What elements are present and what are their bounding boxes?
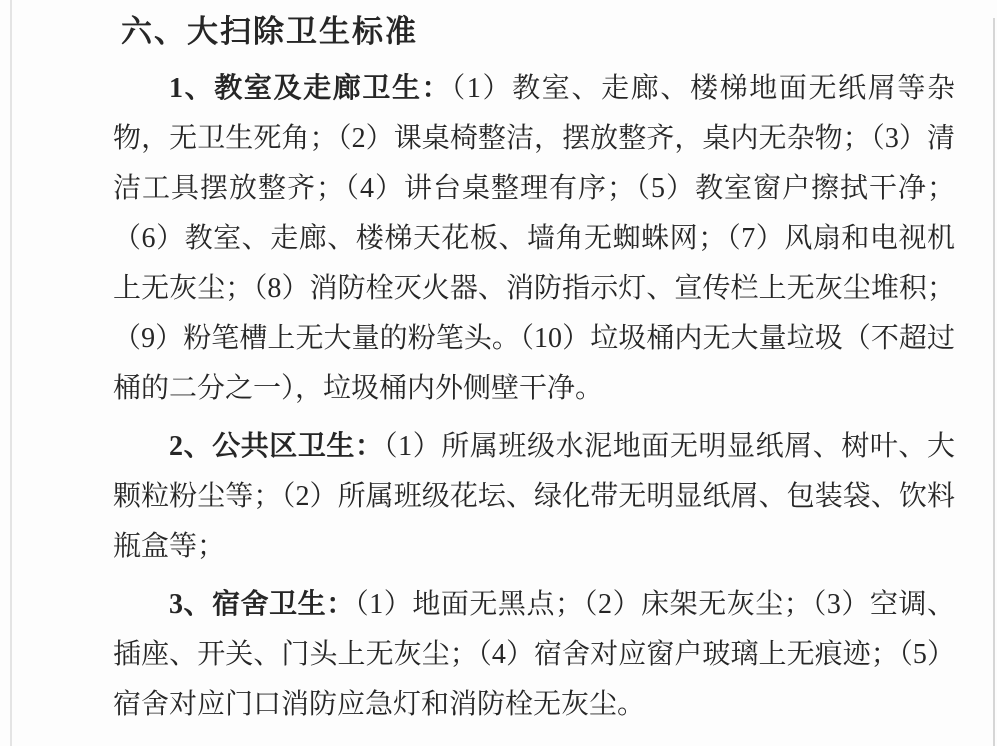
scan-edge-line-left: [10, 0, 12, 746]
document-content: [113, 10, 955, 730]
paragraph-classroom-corridor: [113, 64, 955, 414]
document-title: 六、大扫除卫生标准: [121, 14, 418, 49]
paragraph-body: （1）地面无黑点；（2）床架无灰尘；（3）空调、插座、开关、门头上无灰尘；（4）宿舍对应窗户玻璃上无痕迹；（5）宿舍对应门口消防应急灯和消防栓无灰尘。: [113, 589, 955, 720]
paragraph-label: 2、公共区卫生：: [169, 431, 384, 462]
paragraph-body: （1）所属班级水泥地面无明显纸屑、树叶、大颗粒粉尘等；（2）所属班级花坛、绿化带无明显纸屑、包装袋、饮料瓶盒等；: [113, 431, 955, 562]
paragraph-label: 3、宿舍卫生：: [169, 589, 355, 620]
paragraph-public-area: [113, 422, 955, 572]
paragraph-label: 1、教室及走廊卫生：: [169, 73, 452, 104]
scan-edge-line-right: [993, 18, 995, 746]
paragraph-body: （1）教室、走廊、楼梯地面无纸屑等杂物，无卫生死角；（2）课桌椅整洁，摆放整齐，桌内无杂物；（3）清洁工具摆放整齐；（4）讲台桌整理有序；（5）教室窗户擦拭干净；（6）教室、走廊、楼梯天花板、墙角无蜘蛛网；（7）风扇和电视机上无灰尘；（8）消防栓灭火器、消防指示灯、宣传栏上无灰尘堆积；（9）粉笔槽上无大量的粉笔头。（10）垃圾桶内无大量垃圾（不超过桶的二分之一），垃圾桶内外侧壁干净。: [113, 73, 955, 404]
paragraph-dormitory: [113, 580, 955, 730]
